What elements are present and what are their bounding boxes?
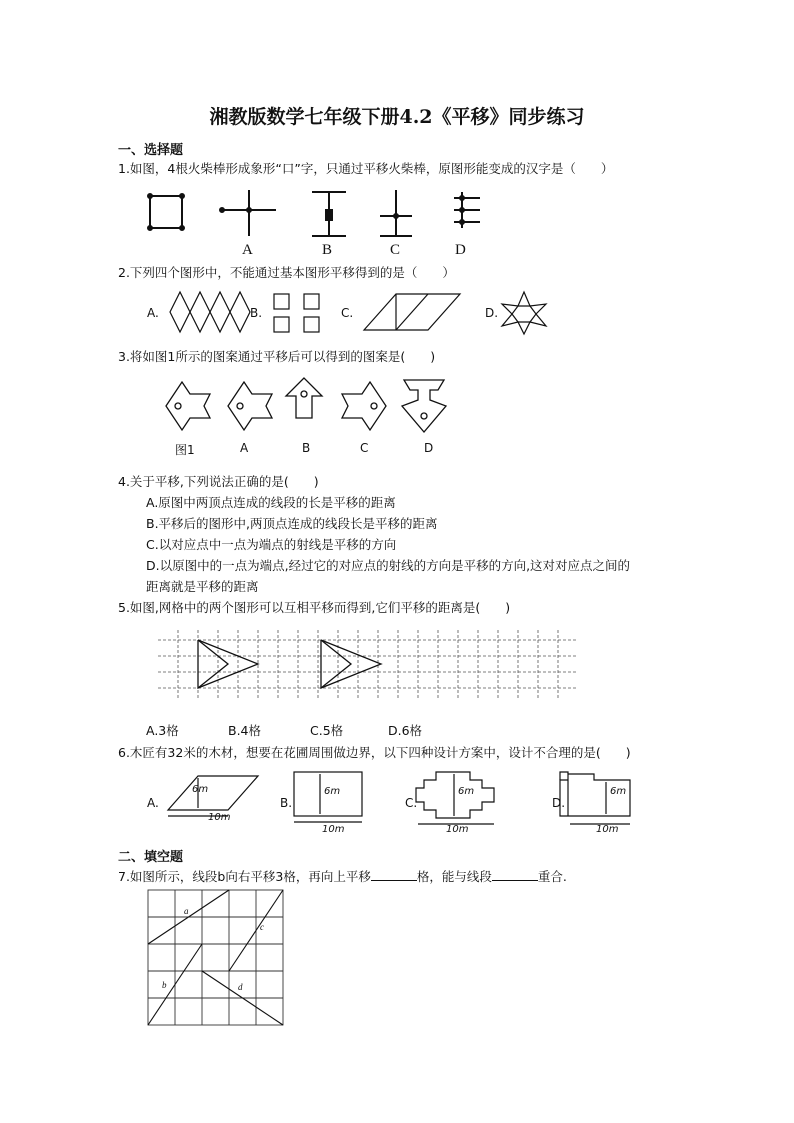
q6-b-width: 10m [322,824,345,835]
q3-label-b: B [302,441,311,455]
q7-blank-2[interactable] [492,869,538,881]
q5-option-b: B.4格 [228,723,262,738]
q3-label-c: C [360,441,369,455]
q1-square [150,196,182,228]
q7-blank-1[interactable] [371,869,417,881]
question-2-text: 2.下列四个图形中，不能通过基本图形平移得到的是（ ） [118,265,455,280]
q3-label-a: A [240,441,249,455]
q6-d-height: 6m [610,786,627,797]
q6-b-height: 6m [324,786,341,797]
q5-option-c: C.5格 [310,723,344,738]
q7-grid-figure [148,890,284,1026]
q7-text-part2: 格，能与线段 [416,869,492,884]
q2-option-a: A. [147,306,159,320]
q7-text-part3: 重合. [537,869,567,884]
q3-label-fig1: 图1 [175,443,195,457]
q7-segment-c: c [260,922,264,932]
q6-a-width: 10m [208,812,231,823]
q7-text-part1: 7.如图所示，线段b向右平移3格，再向上平移 [118,869,371,884]
q4-option-a: A.原图中两顶点连成的线段的长是平移的距离 [146,495,396,510]
q6-c-width: 10m [446,824,469,835]
question-4-text: 4.关于平移,下列说法正确的是( ) [118,474,319,489]
q6-c-height: 6m [458,786,475,797]
q5-option-a: A.3格 [146,723,179,738]
q7-segment-b: b [162,980,167,990]
q1-option-d: D [455,242,466,258]
q6-option-b: B. [280,796,293,810]
question-6-text: 6.木匠有32米的木材，想要在花圃周围做边界，以下四种设计方案中，设计不合理的是( ) [118,745,631,760]
q1-option-a: A [242,242,253,258]
q6-figures [160,768,650,834]
q3-figures [160,376,460,436]
q1-option-c: C [390,242,401,258]
q4-option-b: B.平移后的图形中,两顶点连成的线段长是平移的距离 [146,516,438,531]
q1-option-b: B [322,242,333,258]
q3-label-d: D [424,441,434,455]
q4-option-d-cont: 距离就是平移的距离 [146,579,259,594]
q6-option-c: C. [405,796,418,810]
q6-option-d: D. [552,796,566,810]
question-7-text [118,867,567,885]
q6-option-a: A. [147,796,159,810]
question-5-text: 5.如图,网格中的两个图形可以互相平移而得到,它们平移的距离是( ) [118,600,511,615]
q6-d-width: 10m [596,824,619,835]
section-choice-heading: 一、选择题 [118,143,184,158]
q4-option-c: C.以对应点中一点为端点的射线是平移的方向 [146,537,397,552]
q7-segment-a: a [184,906,189,916]
q2-option-b: B. [250,306,263,320]
q2-option-c: C. [341,306,354,320]
q2-option-d: D. [485,306,499,320]
q5-option-d: D.6格 [388,723,423,738]
section-fill-heading: 二、填空题 [118,850,184,865]
q6-a-height: 6m [192,784,209,795]
q4-option-d: D.以原图中的一点为端点,经过它的对应点的射线的方向是平移的方向,这对对应点之间的 [146,558,631,573]
q7-segment-d: d [238,982,243,992]
q1-figure [140,188,500,240]
question-1-text: 1.如图，4根火柴棒形成象形“口”字，只通过平移火柴棒，原图形能变成的汉字是（ ） [118,161,614,176]
page-title: 湘教版数学七年级下册4.2《平移》同步练习 [209,106,585,128]
q2-figures [160,290,560,336]
question-3-text: 3.将如图1所示的图案通过平移后可以得到的图案是( ) [118,349,436,364]
q5-grid-figure [158,630,578,700]
